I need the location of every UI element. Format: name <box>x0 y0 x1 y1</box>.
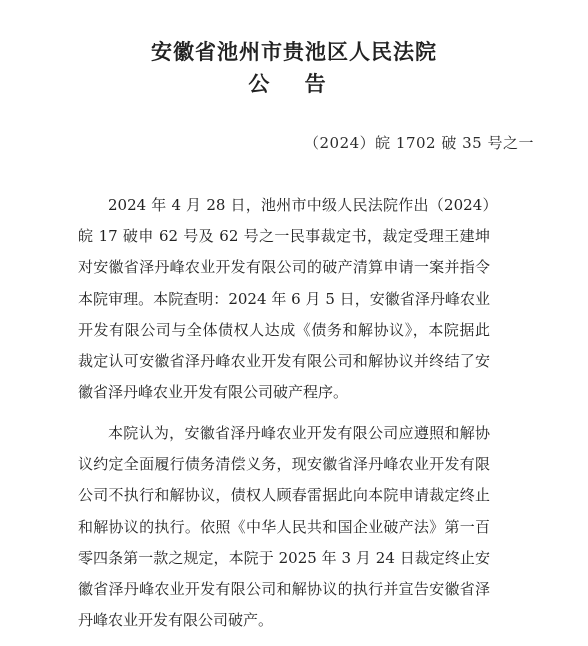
court-name-heading: 安徽省池州市贵池区人民法院 <box>151 39 437 64</box>
document-type-heading: 公 告 <box>248 71 340 96</box>
body-paragraph: 本院认为，安徽省泽丹峰农业开发有限公司应遵照和解协议约定全面履行债务清偿义务，现安徽省泽丹峰农业开发有限公司不执行和解协议，债权人顾春雷据此向本院申请裁定终止和解协议的执行。依照《中华人民共和国企业破产法》第一百零四条第一款之规定，本院于 2025 年 3 月 24 日裁定终止安徽省泽丹峰农业开发有限公司和解协议的执行并宣告安徽省泽丹峰农业开发有限公司破产。 <box>78 424 490 630</box>
case-number: （2024）皖 1702 破 35 号之一 <box>303 134 534 152</box>
body-paragraph: 2024 年 4 月 28 日，池州市中级人民法院作出（2024）皖 17 破申 62 号及 62 号之一民事裁定书，裁定受理王建坤对安徽省泽丹峰农业开发有限公司的破产清算申请一案并指令本院审理。本院查明：2024 年 6 月 5 日，安徽省泽丹峰农业开发有限公司与全体债权人达成《债务和解协议》，本院据此裁定认可安徽省泽丹峰农业开发有限公司和解协议并终结了安徽省泽丹峰农业开发有限公司破产程序。 <box>78 196 490 402</box>
